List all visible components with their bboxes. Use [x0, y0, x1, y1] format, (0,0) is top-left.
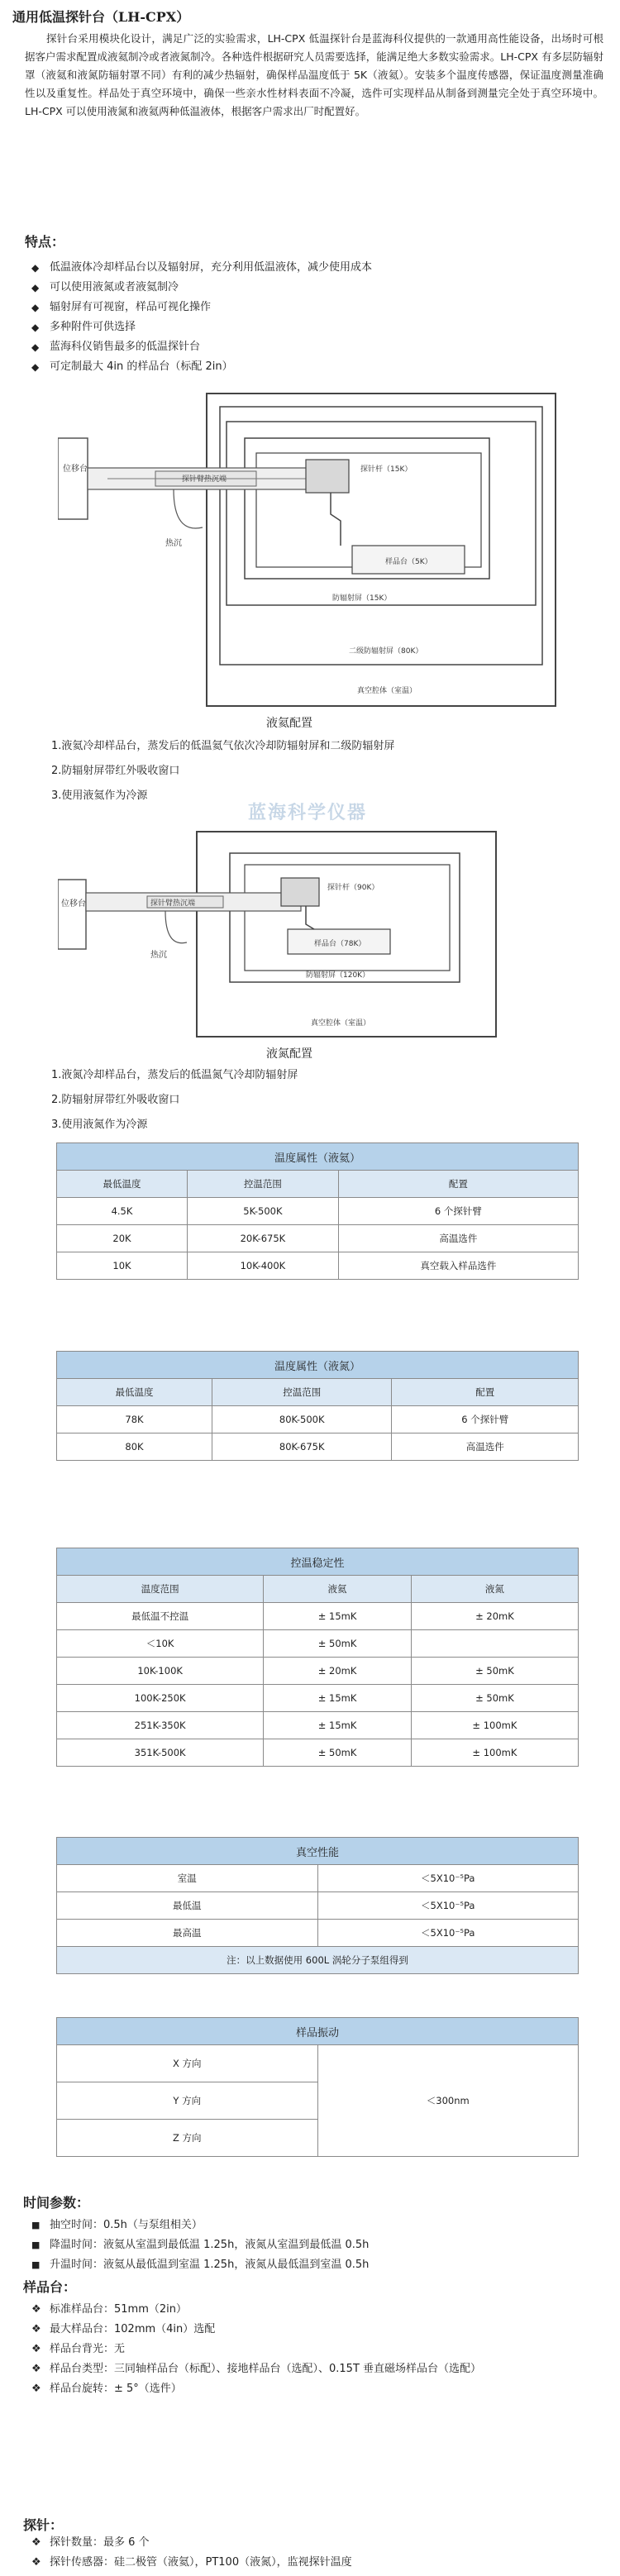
- features-list: [31, 258, 372, 377]
- helium-notes: [51, 734, 394, 809]
- nitrogen-caption: 液氮配置: [266, 1047, 312, 1061]
- list-item: ❖ 样品台背光：无: [31, 2340, 481, 2359]
- column-header: 控温范围: [188, 1171, 339, 1198]
- list-item: ❖ 标准样品台：51mm（2in）: [31, 2300, 481, 2320]
- arm-label: 探针臂热沉端: [150, 899, 196, 908]
- table-row: 4.5K 5K-500K 6 个探针臂: [57, 1198, 579, 1225]
- column-header: 配置: [338, 1171, 578, 1198]
- stage-label: 位移台: [61, 899, 86, 909]
- list-item: ◆ 低温液体冷却样品台以及辐射屏，充分利用低温液体，减少使用成本: [31, 258, 372, 278]
- table-title: 真空性能: [57, 1838, 579, 1865]
- table-title: 温度属性（液氮）: [57, 1352, 579, 1379]
- vacuum-label: 真空腔体（室温）: [357, 687, 417, 695]
- watermark: 蓝海科学仪器: [248, 803, 368, 823]
- table-row: X 方向 ＜300nm: [57, 2045, 579, 2082]
- table-row: ＜10K ± 50mK: [57, 1630, 579, 1658]
- time-params-heading: 时间参数：: [23, 2195, 90, 2211]
- heatsink-label: 热沉: [150, 951, 167, 960]
- list-item: ❖ 探针数量：最多 6 个: [31, 2533, 352, 2553]
- list-item: ◆ 辐射屏有可视窗，样品可视化操作: [31, 298, 372, 317]
- column-header: 最低温度: [57, 1379, 212, 1406]
- table-title: 温度属性（液氦）: [57, 1143, 579, 1171]
- vacuum-label: 真空腔体（室温）: [311, 1019, 371, 1028]
- list-item: ❖ 最大样品台：102mm（4in）选配: [31, 2320, 481, 2340]
- probe-head: [306, 460, 349, 493]
- table-title: 样品振动: [57, 2018, 579, 2045]
- probe-head: [281, 878, 319, 906]
- column-header: 最低温度: [57, 1171, 188, 1198]
- sample-vibration-table: [56, 2017, 579, 2157]
- shield1-label: 防辐射屏（15K）: [332, 594, 392, 603]
- stage-block: [58, 880, 86, 949]
- probe-heading: 探针：: [23, 2517, 64, 2533]
- table-row: 最低温 ＜5X10⁻⁵Pa: [57, 1892, 579, 1920]
- table-row: 80K 80K-675K 高温选件: [57, 1433, 579, 1461]
- arm-label: 探针臂热沉端: [182, 475, 227, 484]
- list-item: ◆ 蓝海科仪销售最多的低温探针台: [31, 337, 372, 357]
- list-item: 3.使用液氮作为冷源: [51, 1119, 148, 1131]
- list-item: ◆ 可以使用液氮或者液氦制冷: [31, 278, 372, 298]
- column-header: 温度范围: [57, 1576, 264, 1603]
- table-row: 10K-100K ± 20mK ± 50mK: [57, 1658, 579, 1685]
- shield-label: 防辐射屏（120K）: [306, 971, 370, 980]
- helium-config-diagram: [58, 389, 562, 711]
- helium-temperature-table: [56, 1143, 579, 1280]
- probe-label: 探针杆（15K）: [360, 465, 413, 474]
- heatsink-label: 热沉: [165, 539, 182, 548]
- probe-label: 探针杆（90K）: [327, 884, 379, 892]
- table-row: 351K-500K ± 50mK ± 100mK: [57, 1739, 579, 1767]
- table-row: 100K-250K ± 15mK ± 50mK: [57, 1685, 579, 1712]
- features-heading: 特点：: [25, 234, 65, 250]
- table-note: 注：以上数据使用 600L 涡轮分子泵组得到: [57, 1947, 579, 1974]
- list-item: ❖ 样品台类型：三同轴样品台（标配）、接地样品台（选配）、0.15T 垂直磁场样品台（选配）: [31, 2359, 481, 2379]
- table-row: 最低温不控温 ± 15mK ± 20mK: [57, 1603, 579, 1630]
- column-header: 液氮: [411, 1576, 578, 1603]
- list-item: ■ 抽空时间：0.5h（与泵组相关）: [31, 2216, 369, 2235]
- list-item: ❖ 探针传感器：硅二极管（液氦），PT100（液氮），监视探针温度: [31, 2553, 352, 2573]
- vacuum-performance-table: [56, 1837, 579, 1974]
- sample-stage-heading: 样品台：: [23, 2279, 77, 2295]
- column-header: 配置: [392, 1379, 579, 1406]
- helium-caption: 液氦配置: [266, 717, 312, 730]
- list-item: 3.使用液氦作为冷源: [51, 789, 148, 802]
- table-row: 室温 ＜5X10⁻⁵Pa: [57, 1865, 579, 1892]
- stage-label: 位移台: [63, 465, 88, 474]
- probe-list: [31, 2533, 352, 2573]
- nitrogen-config-diagram: [58, 827, 504, 1042]
- list-item: 2.防辐射屏带红外吸收窗口: [51, 1094, 180, 1106]
- intro-paragraph: 探针台采用模块化设计，满足广泛的实验需求，LH-CPX 低温探针台是蓝海科仪提供的一款通用高性能设备，出场时可根据客户需求配置成液氦制冷或者液氮制冷。各种选件根据研究人员需要选择，能满足绝大多数实验需求。LH-CPX 有多层防辐射罩（液氦和液氮防辐射罩不同）有利的减少热辐射，确保样品温度低于 5K（液氦）。安装多个温度传感器，保证温度测量准确性以及重复性。样品处于真空环境中，确保一些亲水性材料表面不冷凝，选件可实现样品从制备到测量完全处于真空环境中。LH-CPX 可以使用液氮和液氦两种低温液体，根据客户需求出厂时配置好。: [25, 32, 603, 117]
- sample-stage-list: [31, 2300, 481, 2399]
- nitrogen-temperature-table: [56, 1351, 579, 1461]
- nitrogen-notes: [51, 1063, 298, 1138]
- table-row: 20K 20K-675K 高温选件: [57, 1225, 579, 1252]
- page-title: 通用低温探针台（LH-CPX）: [12, 9, 190, 25]
- table-row: Z 方向: [57, 2120, 579, 2157]
- column-header: 液氦: [264, 1576, 412, 1603]
- table-row: 251K-350K ± 15mK ± 100mK: [57, 1712, 579, 1739]
- list-item: ■ 降温时间：液氦从室温到最低温 1.25h，液氮从室温到最低温 0.5h: [31, 2235, 369, 2255]
- vibration-value: ＜300nm: [317, 2045, 579, 2157]
- list-item: ■ 升温时间：液氦从最低温到室温 1.25h，液氮从最低温到室温 0.5h: [31, 2255, 369, 2275]
- sample-label: 样品台（78K）: [314, 940, 366, 948]
- list-item: 2.防辐射屏带红外吸收窗口: [51, 765, 180, 777]
- table-row: Y 方向: [57, 2082, 579, 2120]
- list-item: 1.液氮冷却样品台，蒸发后的低温氮气冷却防辐射屏: [51, 1069, 298, 1081]
- table-row: 最高温 ＜5X10⁻⁵Pa: [57, 1920, 579, 1947]
- list-item: ◆ 可定制最大 4in 的样品台（标配 2in）: [31, 357, 372, 377]
- column-header: 控温范围: [212, 1379, 392, 1406]
- time-params-list: [31, 2216, 369, 2275]
- list-item: ❖ 样品台旋转：± 5°（选件）: [31, 2379, 481, 2399]
- list-item: 1.液氦冷却样品台，蒸发后的低温氦气依次冷却防辐射屏和二级防辐射屏: [51, 740, 395, 752]
- temperature-stability-table: [56, 1548, 579, 1767]
- stage-block: [58, 438, 88, 519]
- shield2-label: 二级防辐射屏（80K）: [349, 647, 423, 656]
- list-item: ◆ 多种附件可供选择: [31, 317, 372, 337]
- sample-label: 样品台（5K）: [385, 558, 432, 566]
- table-row: 10K 10K-400K 真空载入样品选件: [57, 1252, 579, 1280]
- table-title: 控温稳定性: [57, 1548, 579, 1576]
- table-row: 78K 80K-500K 6 个探针臂: [57, 1406, 579, 1433]
